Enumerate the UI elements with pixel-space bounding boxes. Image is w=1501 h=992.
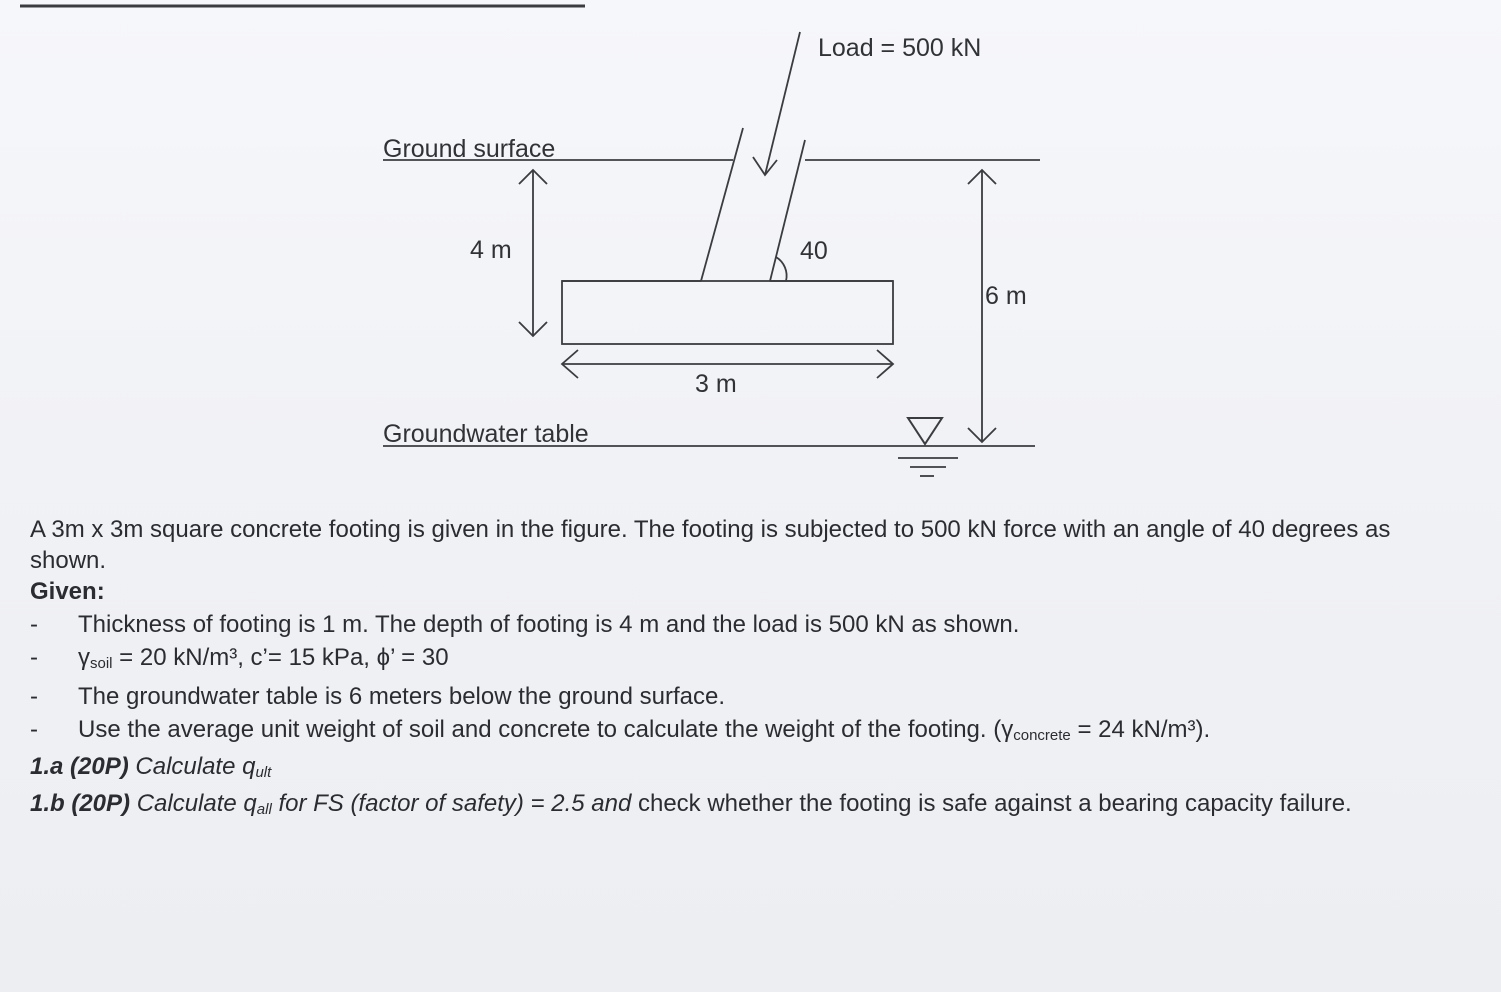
angle-label: 40 — [800, 237, 828, 265]
given-item-thickness — [30, 609, 1410, 640]
gamma-subscript-soil: soil — [90, 655, 113, 672]
width-label: 3 m — [695, 370, 737, 398]
question-1a-prefix: 1.a (20P) — [30, 753, 129, 780]
angle-arc — [776, 257, 787, 281]
given-item-soil-properties — [30, 642, 1410, 679]
given-item-text: = 20 kN/m³, c’= 15 kPa, ϕ’ = 30 — [112, 644, 449, 671]
water-depth-label: 6 m — [985, 282, 1027, 310]
question-1b-prefix: 1.b (20P) — [30, 790, 131, 817]
given-heading: Given: — [30, 578, 105, 605]
given-item-text: The groundwater table is 6 meters below the ground surface. — [78, 683, 726, 710]
load-label: Load = 500 kN — [818, 34, 982, 62]
list-dash: - — [30, 611, 38, 638]
question-1b-text-italic: for FS (factor of safety) = 2.5 and — [271, 790, 632, 817]
question-1a-text: Calculate q — [128, 753, 256, 780]
given-item-unit-weight — [30, 714, 1410, 751]
question-1b-text-rest: check whether the footing is safe against a bearing capacity failure. — [631, 790, 1352, 817]
ground-surface-label: Ground surface — [383, 135, 556, 163]
problem-intro: A 3m x 3m square concrete footing is given in the figure. The footing is subjected to 500 kN force with an angle of 40 degrees as shown. — [30, 516, 1391, 574]
water-table-triangle — [908, 418, 942, 444]
groundwater-label: Groundwater table — [383, 420, 589, 448]
question-1a — [30, 751, 1410, 788]
gamma-symbol: γ — [78, 644, 90, 671]
depth-label: 4 m — [470, 236, 512, 264]
given-item-groundwater — [30, 681, 1410, 712]
question-1a-subscript: ult — [255, 764, 272, 781]
footing-base — [562, 281, 893, 344]
given-item-text-end: = 24 kN/m³). — [1070, 716, 1211, 743]
problem-statement — [30, 514, 1410, 825]
question-1b-subscript: all — [256, 801, 272, 818]
question-1b-text: Calculate q — [130, 790, 257, 817]
column-left-edge — [701, 128, 743, 281]
given-list — [30, 609, 1410, 751]
gamma-subscript-concrete: concrete — [1013, 727, 1071, 744]
question-1b — [30, 788, 1410, 825]
given-item-text: Use the average unit weight of soil and concrete to calculate the weight of the footing. (γ — [78, 716, 1014, 743]
load-arrow-shaft — [765, 32, 800, 175]
list-dash: - — [30, 644, 38, 671]
list-dash: - — [30, 716, 38, 743]
list-dash: - — [30, 683, 38, 710]
given-item-text: Thickness of footing is 1 m. The depth of footing is 4 m and the load is 500 kN as shown. — [78, 611, 1020, 638]
